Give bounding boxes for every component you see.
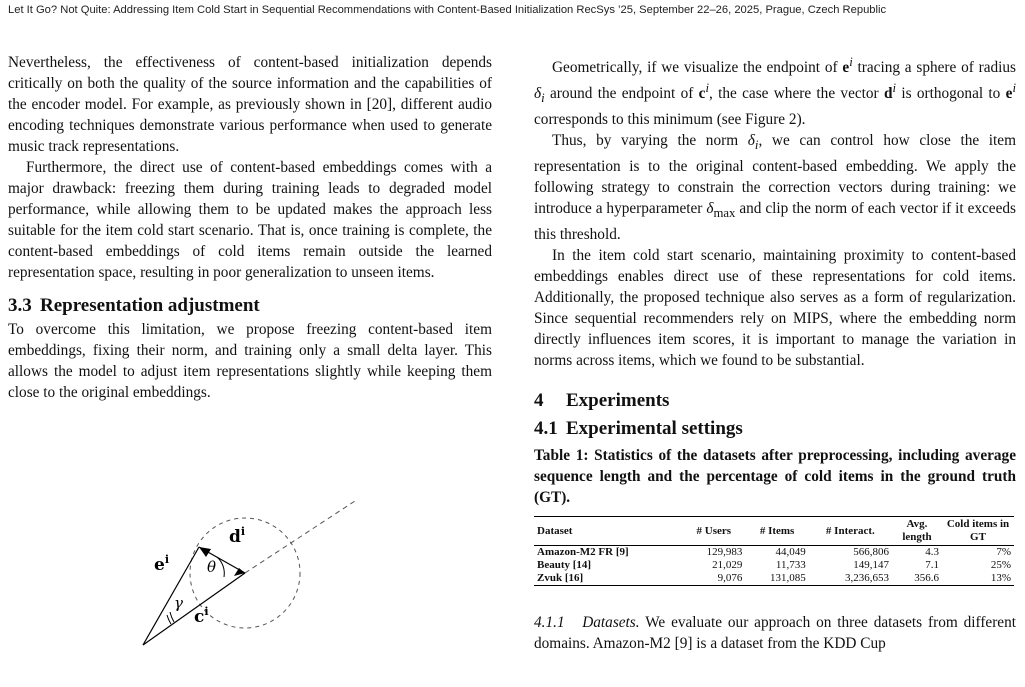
table-header-cell: # Users bbox=[696, 524, 732, 537]
table-row bbox=[534, 559, 1014, 572]
dataset-statistics-table bbox=[534, 516, 1014, 586]
vector-e bbox=[143, 547, 199, 645]
table-header-cell: Cold items in GT bbox=[946, 518, 1010, 544]
paragraph: Geometrically, if we visualize the endpoint of $e^i$ tracing a sphere of radius $\delta_i$ around the endpoint of $c^i$, the case where the vector $d^i$ is orthogonal to $e^i$ corresponds to this minimum (see Figure 2). bbox=[534, 55, 1017, 129]
paragraph: To overcome this limitation, we propose freezing content-based item embeddings, fixing their norm, and training only a small delta layer. This allows the model to adjust item representations slightly while keeping them close to the original embeddings. bbox=[8, 321, 492, 401]
arrowhead-d bbox=[199, 547, 211, 557]
subsection-heading bbox=[534, 417, 1016, 441]
label-theta: θ bbox=[207, 558, 217, 576]
table-header-cell: # Items bbox=[759, 524, 795, 537]
table-cell: 21,029 bbox=[712, 559, 743, 572]
running-head: Let It Go? Not Quite: Addressing Item Cold Start in Sequential Recommendations with Content-Based Initialization RecSys ’25, September 22–26, 2025, Prague, Czech Republic bbox=[8, 4, 887, 16]
section-title: Experiments bbox=[566, 390, 670, 412]
table-cell: 4.3 bbox=[925, 546, 939, 559]
section-number: 4.1 bbox=[534, 418, 558, 440]
table-row bbox=[534, 546, 1014, 560]
table-row bbox=[534, 572, 1014, 586]
paragraph: In the item cold start scenario, maintaining proximity to content-based embeddings enables direct use of these representations for cold items. Additionally, the proposed technique also serves as a form of regularization. Since sequential recommenders rely on MIPS, where the embedding norm directly influences item scores, it is important to manage the variation in norms across items, which we found to be substantial. bbox=[534, 247, 1016, 370]
section-number: 3.3 bbox=[8, 295, 32, 316]
gamma-arc bbox=[170, 612, 174, 622]
gamma-arc bbox=[167, 615, 171, 624]
table-cell: 131,085 bbox=[769, 572, 806, 585]
table-cell: 11,733 bbox=[775, 559, 806, 572]
table-cell: 13% bbox=[990, 572, 1011, 585]
table-cell: Amazon-M2 FR [9] bbox=[537, 546, 629, 559]
paragraph: Thus, by varying the norm $\delta_i$, we can control how close the item representation is to the original content-based embedding. We apply the following strategy to constrain the correction vectors during training: we introduce a hyperparameter $\delta_{max}$ and clip the norm of each vector if it exceeds this threshold. bbox=[534, 132, 1016, 244]
table-cell: 356.6 bbox=[914, 572, 939, 585]
table-cell: 3,236,653 bbox=[845, 572, 889, 585]
section-title: Representation adjustment bbox=[40, 295, 260, 316]
table-cell: 9,076 bbox=[717, 572, 743, 585]
section-number: 4 bbox=[534, 390, 544, 412]
label-gamma: γ bbox=[174, 594, 183, 612]
table-cell: 7% bbox=[996, 546, 1011, 559]
right-column bbox=[534, 52, 1016, 654]
table-cell: Zvuk [16] bbox=[537, 572, 584, 585]
table-header-cell: Dataset bbox=[537, 524, 573, 537]
label-e: $e^i$ bbox=[154, 553, 170, 575]
table-cell: 129,983 bbox=[706, 546, 743, 559]
paragraph: Nevertheless, the effectiveness of content-based initialization depends critically on both the quality of the source information and the capabilities of the encoder model. For example, as previously shown in [20], different audio encoding techniques demonstrate various performance when used to generate music track representations. bbox=[8, 54, 492, 155]
label-d: $d^i$ bbox=[229, 525, 246, 547]
subsection-paragraph: 4.1.1 Datasets. We evaluate our approach on three datasets from different domains. Amazon-M2 [9] is a dataset from the KDD Cup bbox=[534, 614, 1016, 653]
table-cell: Beauty [14] bbox=[537, 559, 592, 572]
paragraph: Furthermore, the direct use of content-based embeddings comes with a major drawback: freezing them during training leads to degraded model performance, while allowing them to be updated makes the approach less suitable for the item cold start scenario. That is, once training is complete, the content-based embeddings of cold items remain outside the learned representation space, resulting in poor generalization to unseen items. bbox=[8, 159, 492, 281]
dashed-extension-line bbox=[245, 499, 358, 573]
figure-2-diagram bbox=[8, 487, 492, 687]
subsection-number: 4.1.1 bbox=[534, 614, 565, 632]
table-cell: 149,147 bbox=[853, 559, 889, 572]
subsection-title: Datasets. bbox=[582, 614, 640, 632]
table-header-cell: # Interact. bbox=[825, 524, 875, 537]
table-cell: 7.1 bbox=[925, 559, 939, 572]
table-header-row bbox=[534, 517, 1014, 546]
section-heading bbox=[8, 294, 492, 318]
section-title: Experimental settings bbox=[566, 418, 743, 440]
table-caption: Table 1: Statistics of the datasets after preprocessing, including average sequence length and the percentage of cold items in the ground truth (GT). bbox=[534, 447, 1016, 507]
left-column bbox=[8, 52, 492, 627]
section-heading bbox=[534, 389, 1016, 413]
table-header-cell: Avg. length bbox=[902, 518, 932, 544]
table-cell: 25% bbox=[990, 559, 1011, 572]
table-cell: 44,049 bbox=[775, 546, 806, 559]
label-c: $c^i$ bbox=[194, 605, 209, 627]
table-cell: 566,806 bbox=[853, 546, 889, 559]
